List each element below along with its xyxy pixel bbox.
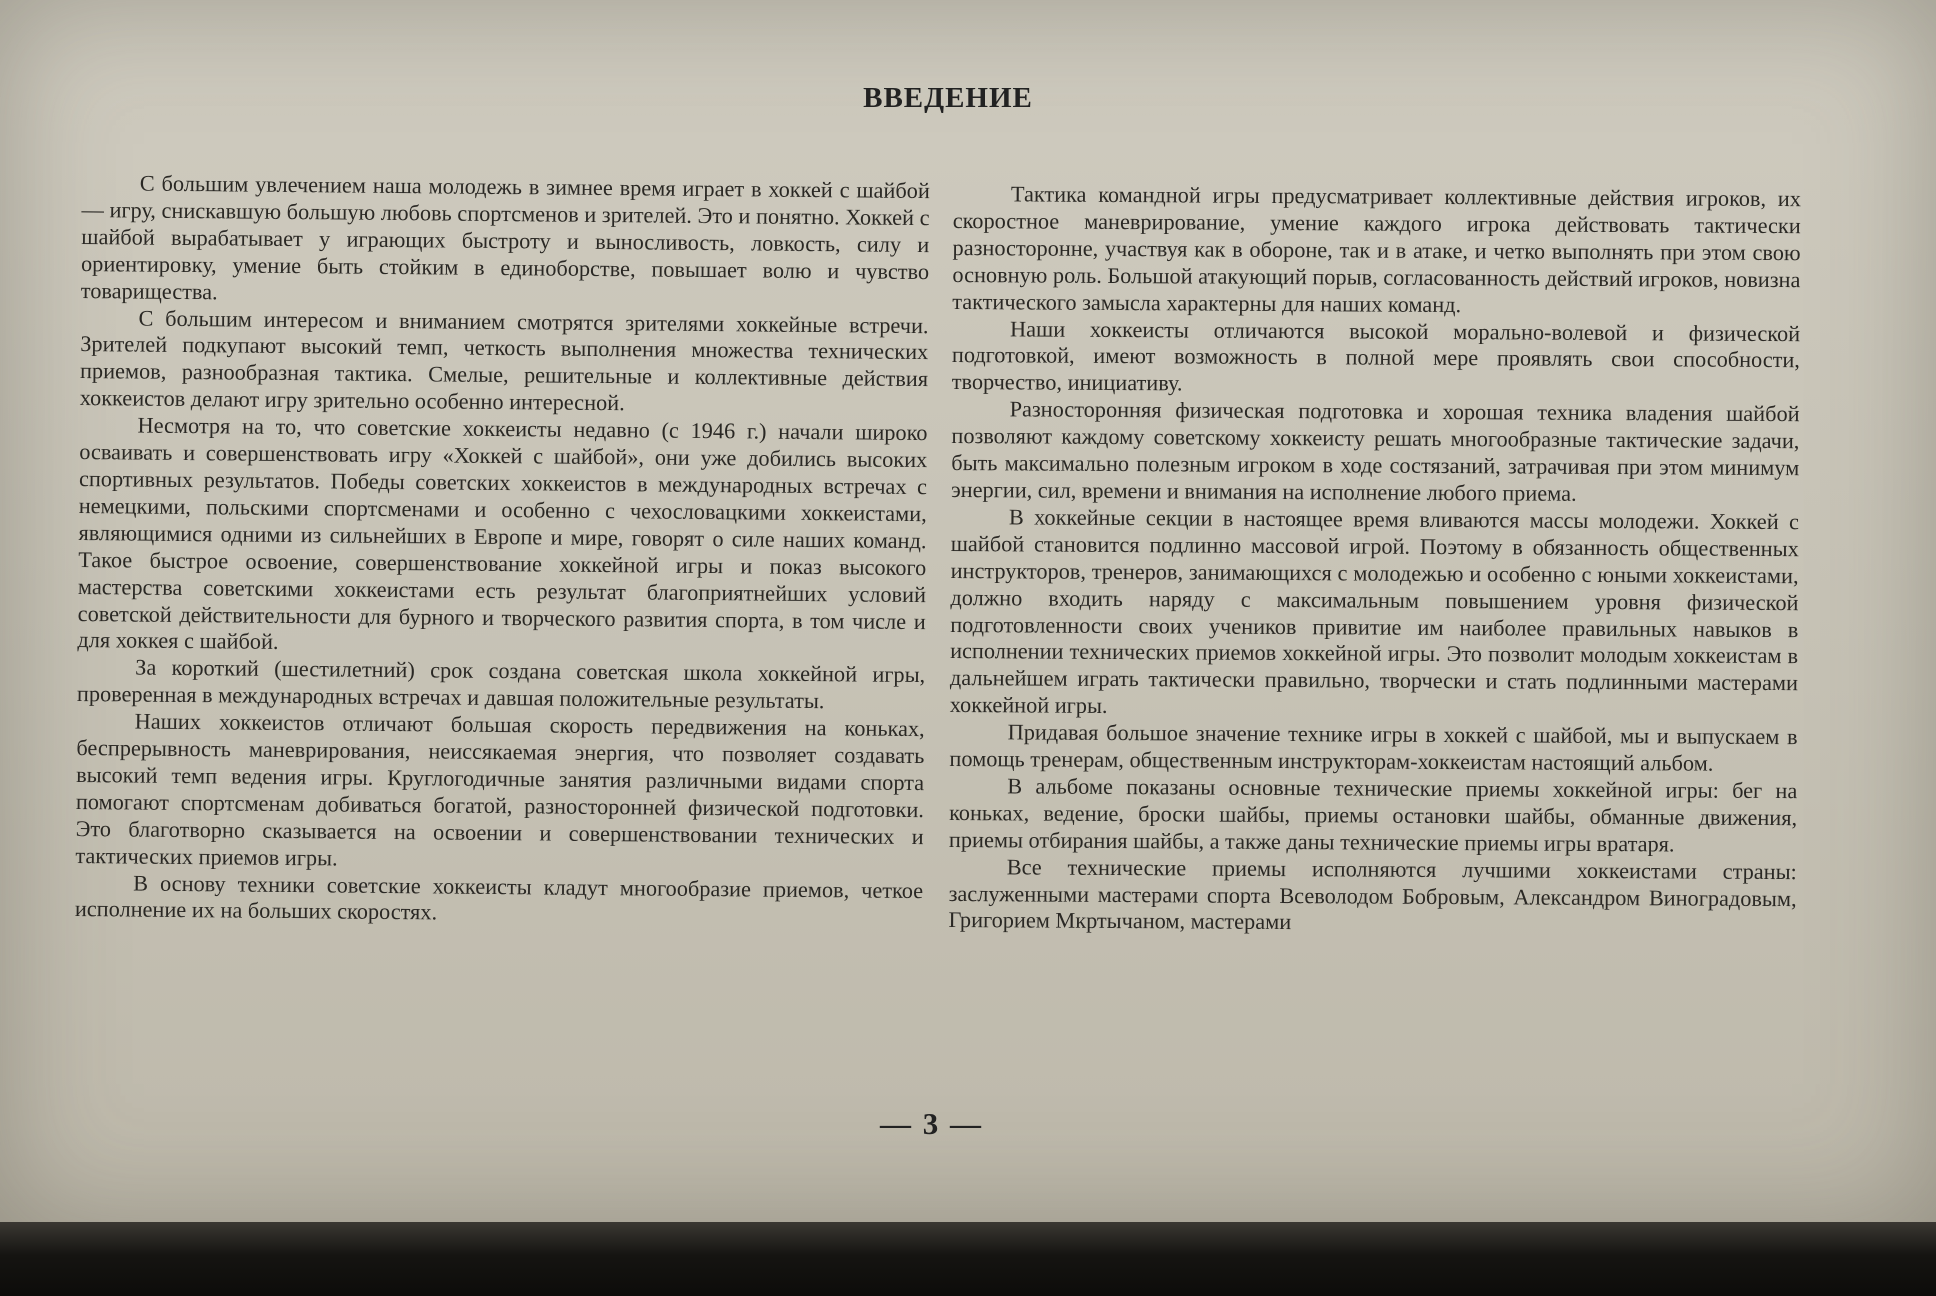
- page-edge-shadow: [0, 1222, 1936, 1296]
- paragraph: В основу техники советские хоккеисты кладут многообразие приемов, четкое исполнение их на больших скоростях.: [74, 870, 924, 925]
- page-number: — 3 —: [880, 1106, 983, 1141]
- paragraph: В хоккейные секции в настоящее время вливаются массы молодежи. Хоккей с шайбой становится подлинно массовой игрой. Поэтому в обязанность общественных инструкторов, тренеров, занимающихся с молодежью и особенно с юными хоккеистами, должно входить наряду с максимальным повышением уровня физической подготовленности своих учеников привитие им наиболее правильных навыков в исполнении технических приемов хоккейной игры. Это позволит молодым хоккеистам в дальнейшем играть тактически правильно, творчески и стать подлинными мастерами хоккейной игры.: [949, 504, 1800, 719]
- paragraph: Все технические приемы исполняются лучшими хоккеистами страны: заслуженными мастерами спорта Всеволодом Бобровым, Александром Виноградовым, Григорием Мкртычаном, мастерами: [948, 853, 1797, 935]
- paragraph: Придавая большое значение технике игры в хоккей с шайбой, мы и выпускаем в помощь тренерам, общественным инструкторам-хоккеистам настоящий альбом.: [949, 719, 1798, 776]
- paragraph: Разносторонняя физическая подготовка и хорошая техника владения шайбой позволяют каждому советскому хоккеисту решать многообразные тактические задачи, быть максимально полезным игроком в ходе состязаний, затрачивая при этом минимум энергии, сил, времени и внимания на исполнение любого приема.: [951, 396, 1800, 506]
- paragraph: Тактика командной игры предусматривает коллективные действия игроков, их скоростное маневрирование, умение каждого игрока действовать тактически разносторонне, участвуя как в обороне, так и в атаке, и четко выполнять при этом свою основную роль. Большой атакующий порыв, согласованность действий игроков, новизна тактического замысла характерны для наших команд.: [952, 181, 1801, 317]
- paragraph: Наши хоккеисты отличаются высокой морально-волевой и физической подготовкой, имеют возможность в полной мере проявлять свои способности, творчество, инициативу.: [951, 315, 1801, 396]
- paragraph: С большим интересом и вниманием смотрятся зрителями хоккейные встречи. Зрителей подкупают высокий темп, четкость выполнения множества технических приемов, разнообразная тактика. Смелые, решительные и коллективные действия хоккеистов делают игру зрительно особенно интересной.: [79, 305, 929, 416]
- paragraph: Наших хоккеистов отличают большая скорость передвижения на коньках, беспрерывность маневрирования, неиссякаемая энергия, что позволяет создавать высокий темп ведения игры. Круглогодичные занятия различными видами спорта помогают спортсменам добиваться богатой, разносторонней физической подготовки. Это благотворно сказывается на освоении и совершенствовании технических и тактических приемов игры.: [75, 708, 925, 871]
- paragraph: В альбоме показаны основные технические приемы хоккейной игры: бег на коньках, ведение, броски шайбы, приемы остановки шайбы, обманные движения, приемы отбирания шайбы, а также даны технические приемы игры вратаря.: [948, 773, 1798, 857]
- paragraph: Несмотря на то, что советские хоккеисты недавно (с 1946 г.) начали широко осваивать и совершенствовать игру «Хоккей с шайбой», они уже добились высоких спортивных результатов. Победы советских хоккеистов в международных встречах с немецкими, польскими спортсменами и особенно с чехословацкими хоккеистами, являющимися одними из сильнейших в Европе и мире, говорят о силе наших команд. Такое быстрое освоение, совершенствование хоккейной игры и показ высокого мастерства советскими хоккеистами есть результат благоприятнейших условий советской действительности для бурного и творческого развития спорта, в том числе и для хоккея с шайбой.: [77, 412, 928, 655]
- page-title: ВВЕДЕНИЕ: [863, 82, 1033, 114]
- left-column: [75, 170, 930, 931]
- paragraph: С большим увлечением наша молодежь в зимнее время играет в хоккей с шайбой — игру, снискавшую большую любовь спортсменов и зрителей. Это и понятно. Хоккей с шайбой вырабатывает у играющих быстроту и выносливость, ловкость, силу и ориентировку, умение быть стойким в единоборстве, повышает волю и чувство товарищества.: [80, 170, 930, 304]
- paragraph: За короткий (шестилетний) срок создана советская школа хоккейной игры, проверенная в международных встречах и давшая положительные результаты.: [76, 654, 926, 714]
- right-column: [948, 181, 1801, 940]
